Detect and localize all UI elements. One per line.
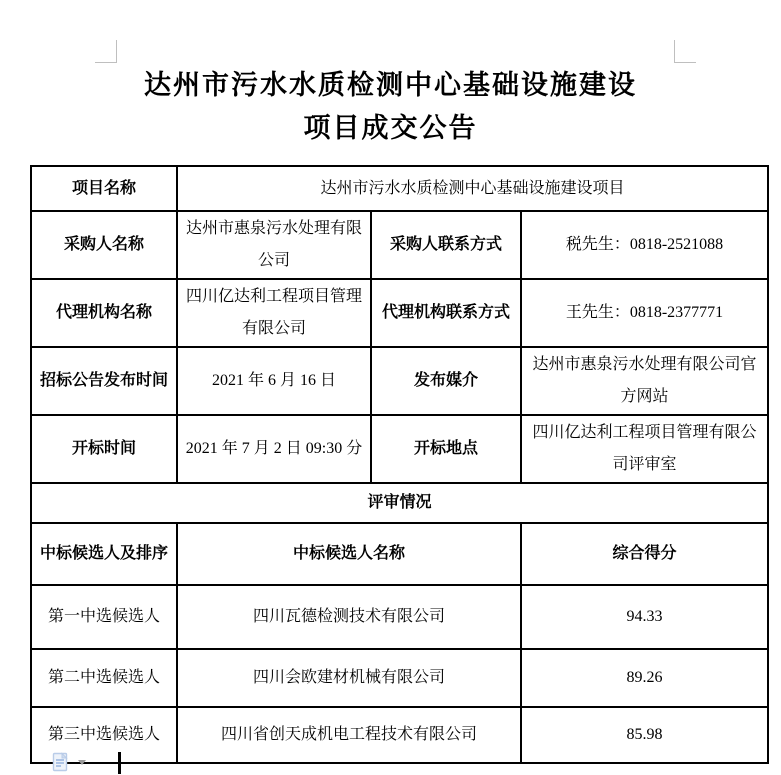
table-row <box>31 166 768 211</box>
table-row <box>31 415 768 483</box>
table-row <box>31 483 768 523</box>
publish-media-label: 发布媒介 <box>371 347 521 415</box>
text-boundary-mark-top-left <box>95 40 117 63</box>
chevron-down-icon <box>78 760 86 765</box>
paste-options-icon <box>52 752 71 773</box>
announcement-date-label: 招标公告发布时间 <box>31 347 177 415</box>
document-title-line2: 项目成交公告 <box>303 113 478 143</box>
candidate-name: 四川省创天成机电工程技术有限公司 <box>177 707 521 763</box>
purchaser-name-label: 采购人名称 <box>31 211 177 279</box>
table-row <box>31 211 768 279</box>
publish-media-value: 达州市惠泉污水处理有限公司官方网站 <box>521 347 768 415</box>
bid-opening-time-value: 2021 年 7 月 2 日 09:30 分 <box>177 415 371 483</box>
paste-options-button[interactable] <box>52 749 94 775</box>
candidate-row <box>31 707 768 763</box>
candidate-score: 85.98 <box>521 707 768 763</box>
table-row <box>31 279 768 347</box>
table-row <box>31 347 768 415</box>
candidate-score: 89.26 <box>521 649 768 707</box>
purchaser-contact-label: 采购人联系方式 <box>371 211 521 279</box>
text-cursor <box>118 752 121 774</box>
project-name-value: 达州市污水水质检测中心基础设施建设项目 <box>177 166 768 211</box>
bid-opening-time-label: 开标时间 <box>31 415 177 483</box>
bid-opening-place-value: 四川亿达利工程项目管理有限公司评审室 <box>521 415 768 483</box>
table-row <box>31 523 768 585</box>
purchaser-contact-value: 税先生：0818-2521088 <box>521 211 768 279</box>
candidate-row <box>31 585 768 649</box>
agency-contact-label: 代理机构联系方式 <box>371 279 521 347</box>
candidate-score-header: 综合得分 <box>521 523 768 585</box>
candidate-score: 94.33 <box>521 585 768 649</box>
candidate-rank: 第二中选候选人 <box>31 649 177 707</box>
document-title <box>0 64 781 150</box>
announcement-date-value: 2021 年 6 月 16 日 <box>177 347 371 415</box>
candidate-row <box>31 649 768 707</box>
project-name-label: 项目名称 <box>31 166 177 211</box>
agency-name-label: 代理机构名称 <box>31 279 177 347</box>
bid-opening-place-label: 开标地点 <box>371 415 521 483</box>
announcement-table <box>30 165 769 764</box>
purchaser-name-value: 达州市惠泉污水处理有限公司 <box>177 211 371 279</box>
text-boundary-mark-top-right <box>674 40 696 63</box>
review-section-header: 评审情况 <box>31 483 768 523</box>
candidate-rank: 第三中选候选人 <box>31 707 177 763</box>
candidate-name-header: 中标候选人名称 <box>177 523 521 585</box>
candidate-rank-header: 中标候选人及排序 <box>31 523 177 585</box>
candidate-rank: 第一中选候选人 <box>31 585 177 649</box>
candidate-name: 四川会欧建材机械有限公司 <box>177 649 521 707</box>
document-title-line1: 达州市污水水质检测中心基础设施建设 <box>144 70 637 100</box>
agency-contact-value: 王先生：0818-2377771 <box>521 279 768 347</box>
agency-name-value: 四川亿达利工程项目管理有限公司 <box>177 279 371 347</box>
candidate-name: 四川瓦德检测技术有限公司 <box>177 585 521 649</box>
